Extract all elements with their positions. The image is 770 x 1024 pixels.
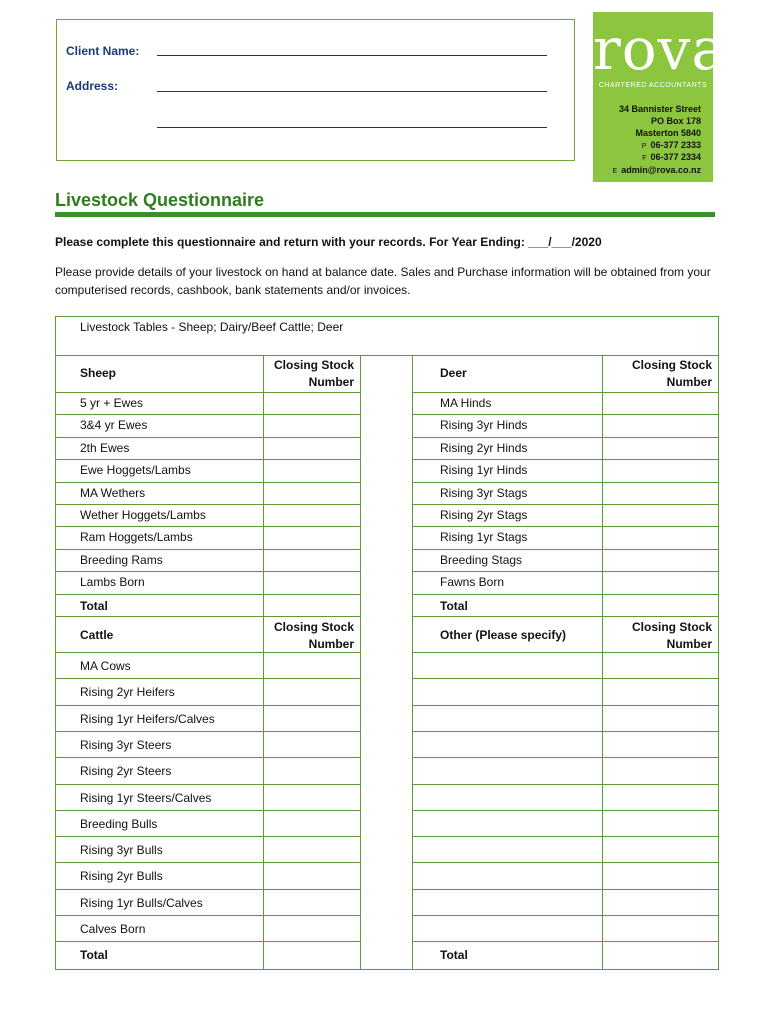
closing-stock-label: Closing Stock xyxy=(273,620,354,634)
tables-title: Livestock Tables - Sheep; Dairy/Beef Cattle; Deer xyxy=(80,320,344,334)
sheep-total-input[interactable] xyxy=(263,594,360,616)
phone-number: 06-377 2333 xyxy=(650,140,701,150)
deer-closing-stock-input[interactable] xyxy=(602,504,718,526)
instruction-year-ending: Please complete this questionnaire and return with your records. For Year Ending: ___/___/2020 xyxy=(55,235,602,249)
other-total-input[interactable] xyxy=(602,941,718,970)
deer-row-label: Rising 1yr Hinds xyxy=(440,463,528,478)
sheep-closing-stock-input[interactable] xyxy=(263,459,360,481)
logo-wordmark: rova xyxy=(593,15,727,83)
deer-row-label: MA Hinds xyxy=(440,396,492,410)
number-label: Number xyxy=(666,637,712,651)
sheep-row-label: Ewe Hoggets/Lambs xyxy=(80,463,191,478)
number-label: Number xyxy=(666,375,712,389)
sheep-row-label: MA Wethers xyxy=(80,485,146,500)
deer-row-label: Rising 2yr Stags xyxy=(440,508,528,522)
sheep-closing-stock-input[interactable] xyxy=(263,437,360,459)
sheep-bottom xyxy=(55,616,360,617)
sheep-closing-stock-input[interactable] xyxy=(263,414,360,436)
number-label: Number xyxy=(308,375,354,389)
closing-stock-label: Closing Stock xyxy=(631,358,712,372)
cattle-row-label: Rising 2yr Bulls xyxy=(80,869,163,884)
deer-header: Deer xyxy=(440,366,467,380)
sheep-closing-stock-input[interactable] xyxy=(263,482,360,504)
number-label: Number xyxy=(308,637,354,651)
other-closing-stock-input[interactable] xyxy=(602,836,718,862)
cattle-row-label: Calves Born xyxy=(80,922,146,936)
sheep-row-label: Lambs Born xyxy=(80,575,145,590)
cattle-header: Cattle xyxy=(80,628,114,642)
deer-closing-stock-input[interactable] xyxy=(602,414,718,436)
address-field-line-1[interactable] xyxy=(157,91,547,92)
rova-logo xyxy=(593,12,727,182)
closing-stock-label: Closing Stock xyxy=(631,620,712,634)
cattle-row-label: Rising 2yr Steers xyxy=(80,764,172,779)
sheep-row-label: 3&4 yr Ewes xyxy=(80,418,148,433)
deer-bottom xyxy=(412,616,718,617)
cattle-total-label: Total xyxy=(80,948,108,963)
deer-closing-stock-header xyxy=(592,357,712,391)
other-description-input[interactable] xyxy=(412,836,602,862)
cattle-closing-stock-input[interactable] xyxy=(263,862,360,888)
fax-prefix: F xyxy=(642,155,647,162)
phone-prefix: P xyxy=(641,143,647,150)
deer-row-label: Breeding Stags xyxy=(440,552,523,567)
other-description-input[interactable] xyxy=(412,915,602,941)
address-field-line-2[interactable] xyxy=(157,127,547,128)
deer-total-input[interactable] xyxy=(602,594,718,616)
other-description-input[interactable] xyxy=(412,652,602,678)
sheep-closing-stock-input[interactable] xyxy=(263,571,360,593)
other-description-input[interactable] xyxy=(412,705,602,731)
deer-closing-stock-input[interactable] xyxy=(602,459,718,481)
email-prefix: E xyxy=(612,168,618,175)
other-closing-stock-input[interactable] xyxy=(602,862,718,888)
sheep-closing-stock-header xyxy=(234,357,354,391)
logo-po-box: PO Box 178 xyxy=(650,116,701,126)
deer-closing-stock-input[interactable] xyxy=(602,392,718,414)
cattle-closing-stock-input[interactable] xyxy=(263,705,360,731)
deer-closing-stock-input[interactable] xyxy=(602,437,718,459)
closing-stock-label: Closing Stock xyxy=(273,358,354,372)
sheep-total-label: Total xyxy=(80,598,108,613)
sheep-closing-stock-input[interactable] xyxy=(263,392,360,414)
cattle-closing-stock-input[interactable] xyxy=(263,652,360,678)
deer-row-label: Rising 3yr Hinds xyxy=(440,418,528,433)
deer-closing-stock-input[interactable] xyxy=(602,526,718,548)
other-description-input[interactable] xyxy=(412,862,602,888)
other-closing-stock-input[interactable] xyxy=(602,678,718,704)
other-description-input[interactable] xyxy=(412,731,602,757)
other-closing-stock-input[interactable] xyxy=(602,784,718,810)
sheep-row-label: Wether Hoggets/Lambs xyxy=(80,508,206,522)
cattle-row-label: Rising 1yr Bulls/Calves xyxy=(80,895,203,910)
cattle-closing-stock-input[interactable] xyxy=(263,678,360,704)
sheep-row-label: 5 yr + Ewes xyxy=(80,396,144,410)
sheep-row-label: Ram Hoggets/Lambs xyxy=(80,530,193,545)
other-closing-stock-input[interactable] xyxy=(602,889,718,915)
other-closing-stock-input[interactable] xyxy=(602,731,718,757)
deer-total-label: Total xyxy=(440,598,468,613)
other-description-input[interactable] xyxy=(412,810,602,836)
other-total-label: Total xyxy=(440,948,468,963)
cattle-row-label: MA Cows xyxy=(80,659,131,673)
cattle-row-label: Rising 3yr Bulls xyxy=(80,843,163,858)
logo-city: Masterton 5840 xyxy=(635,128,701,138)
other-description-input[interactable] xyxy=(412,889,602,915)
cattle-closing-stock-input[interactable] xyxy=(263,810,360,836)
client-name-field[interactable] xyxy=(157,55,547,56)
other-description-input[interactable] xyxy=(412,784,602,810)
other-closing-stock-input[interactable] xyxy=(602,757,718,783)
page-title: Livestock Questionnaire xyxy=(55,190,265,210)
sheep-closing-stock-input[interactable] xyxy=(263,504,360,526)
left-table-right-edge xyxy=(360,355,361,970)
other-closing-stock-input[interactable] xyxy=(602,810,718,836)
logo-fax xyxy=(591,152,701,162)
cattle-closing-stock-header xyxy=(234,619,354,653)
sheep-closing-stock-input[interactable] xyxy=(263,549,360,571)
sheep-row-label: Breeding Rams xyxy=(80,552,163,567)
client-name-label: Client Name: xyxy=(66,44,140,58)
cattle-row-label: Rising 3yr Steers xyxy=(80,737,172,752)
email-address: admin@rova.co.nz xyxy=(621,165,701,175)
other-header: Other (Please specify) xyxy=(440,628,567,642)
logo-tagline: CHARTERED ACCOUNTANTS xyxy=(598,82,708,89)
address-label: Address: xyxy=(66,79,119,93)
cattle-closing-stock-input[interactable] xyxy=(263,757,360,783)
logo-email xyxy=(591,165,701,175)
other-description-input[interactable] xyxy=(412,757,602,783)
deer-row-label: Rising 3yr Stags xyxy=(440,485,528,500)
fax-number: 06-377 2334 xyxy=(650,152,701,162)
cattle-row-label: Rising 1yr Steers/Calves xyxy=(80,790,212,805)
cattle-row-label: Rising 2yr Heifers xyxy=(80,685,175,700)
other-closing-stock-input[interactable] xyxy=(602,652,718,678)
logo-street: 34 Bannister Street xyxy=(618,104,701,114)
cattle-closing-stock-input[interactable] xyxy=(263,915,360,941)
instruction-paragraph: Please provide details of your livestock on hand at balance date. Sales and Purchase information will be obtained from your computerised records, cashbook, bank statements and/or invoices. xyxy=(55,265,711,297)
deer-row-label: Rising 1yr Stags xyxy=(440,530,528,545)
cattle-closing-stock-input[interactable] xyxy=(263,784,360,810)
cattle-total-input[interactable] xyxy=(263,941,360,970)
other-closing-stock-input[interactable] xyxy=(602,915,718,941)
deer-closing-stock-input[interactable] xyxy=(602,549,718,571)
other-closing-stock-header xyxy=(592,619,712,653)
logo-phone xyxy=(591,140,701,150)
cattle-closing-stock-input[interactable] xyxy=(263,731,360,757)
cattle-closing-stock-input[interactable] xyxy=(263,836,360,862)
sheep-row-label: 2th Ewes xyxy=(80,440,130,455)
sheep-header: Sheep xyxy=(80,366,117,380)
cattle-row-label: Breeding Bulls xyxy=(80,816,158,831)
tables-title-divider xyxy=(55,355,718,356)
deer-row-label: Rising 2yr Hinds xyxy=(440,440,528,455)
cattle-closing-stock-input[interactable] xyxy=(263,889,360,915)
deer-closing-stock-input[interactable] xyxy=(602,571,718,593)
cattle-row-label: Rising 1yr Heifers/Calves xyxy=(80,711,215,726)
deer-closing-stock-input[interactable] xyxy=(602,482,718,504)
other-closing-stock-input[interactable] xyxy=(602,705,718,731)
deer-row-label: Fawns Born xyxy=(440,575,505,590)
other-description-input[interactable] xyxy=(412,678,602,704)
sheep-closing-stock-input[interactable] xyxy=(263,526,360,548)
title-divider xyxy=(55,212,715,217)
client-details-box xyxy=(56,19,575,161)
